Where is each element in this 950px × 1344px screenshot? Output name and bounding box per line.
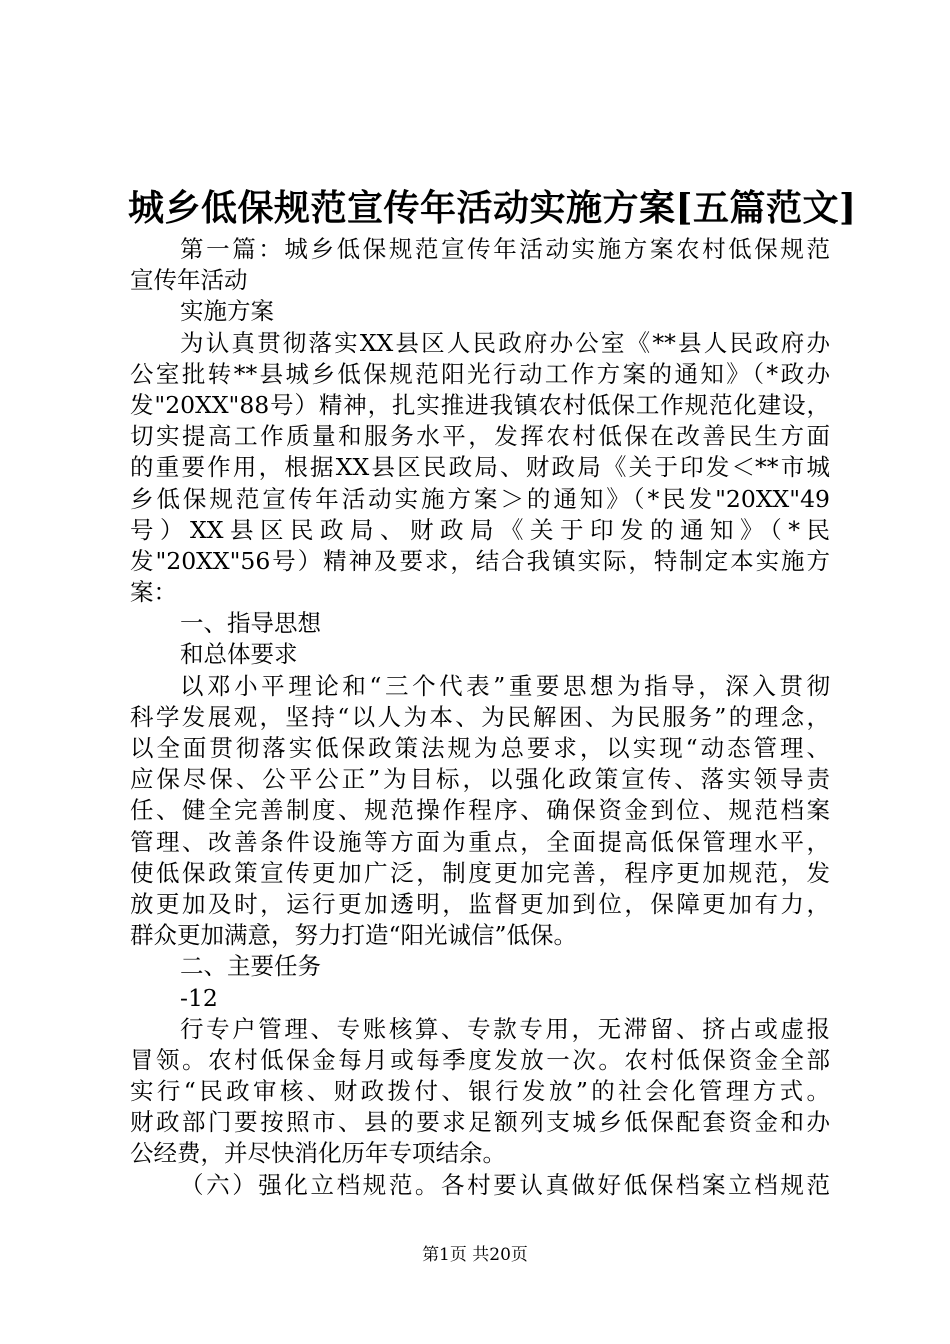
text-line: 为认真贯彻落实XX县区人民政府办公室《**县人民政府办 bbox=[180, 328, 830, 357]
text-line: 案： bbox=[130, 578, 177, 607]
text-line: 号）XX县区民政局、财政局《关于印发的通知》（*民 bbox=[130, 515, 830, 544]
text-line: 任、健全完善制度、规范操作程序、确保资金到位、规范档案 bbox=[130, 796, 830, 825]
text-line: 群众更加满意，努力打造“阳光诚信”低保。 bbox=[130, 921, 578, 950]
text-line: 管理、改善条件设施等方面为重点，全面提高低保管理水平， bbox=[130, 827, 830, 856]
text-line: 冒领。农村低保金每月或每季度发放一次。农村低保资金全部 bbox=[130, 1045, 830, 1074]
text-line: 应保尽保、公平公正”为目标，以强化政策宣传、落实领导责 bbox=[130, 765, 830, 794]
text-line: 公经费，并尽快消化历年专项结余。 bbox=[130, 1139, 506, 1168]
text-line: 乡低保规范宣传年活动实施方案＞的通知》（*民发"20XX"49 bbox=[130, 484, 830, 513]
text-line: -12 bbox=[180, 983, 218, 1012]
section-heading: 二、主要任务 bbox=[180, 952, 321, 981]
text-line: 实施方案 bbox=[180, 297, 274, 326]
text-line: 财政部门要按照市、县的要求足额列支城乡低保配套资金和办 bbox=[130, 1108, 830, 1137]
text-line: 宣传年活动 bbox=[130, 266, 248, 295]
text-line: 公室批转**县城乡低保规范阳光行动工作方案的通知》（*政办 bbox=[130, 359, 830, 388]
text-line: 以全面贯彻落实低保政策法规为总要求，以实现“动态管理、 bbox=[130, 734, 830, 762]
text-line: 使低保政策宣传更加广泛，制度更加完善，程序更加规范，发 bbox=[130, 858, 830, 887]
text-line: 行专户管理、专账核算、专款专用，无滞留、挤占或虚报 bbox=[180, 1014, 830, 1043]
text-line: 科学发展观，坚持“以人为本、为民解困、为民服务”的理念， bbox=[130, 702, 830, 731]
document-title: 城乡低保规范宣传年活动实施方案[五篇范文] bbox=[128, 187, 857, 229]
text-line: 发"20XX"56号）精神及要求，结合我镇实际，特制定本实施方 bbox=[130, 546, 830, 575]
text-line: 放更加及时，运行更加透明，监督更加到位，保障更加有力， bbox=[130, 889, 830, 918]
text-line: 以邓小平理论和“三个代表”重要思想为指导，深入贯彻 bbox=[180, 671, 830, 700]
page-number-footer: 第1页 共20页 bbox=[422, 1245, 528, 1265]
text-line: （六）强化立档规范。各村要认真做好低保档案立档规范 bbox=[180, 1170, 830, 1199]
text-line: 和总体要求 bbox=[180, 640, 298, 669]
text-line: 的重要作用，根据XX县区民政局、财政局《关于印发＜**市城 bbox=[130, 453, 830, 482]
document-body bbox=[130, 234, 830, 1201]
text-line: 第一篇：城乡低保规范宣传年活动实施方案农村低保规范 bbox=[180, 235, 830, 263]
section-heading: 一、指导思想 bbox=[180, 609, 321, 638]
text-line: 切实提高工作质量和服务水平，发挥农村低保在改善民生方面 bbox=[130, 422, 830, 451]
text-line: 实行“民政审核、财政拨付、银行发放”的社会化管理方式。 bbox=[130, 1077, 830, 1106]
text-line: 发"20XX"88号）精神，扎实推进我镇农村低保工作规范化建设， bbox=[130, 390, 830, 419]
